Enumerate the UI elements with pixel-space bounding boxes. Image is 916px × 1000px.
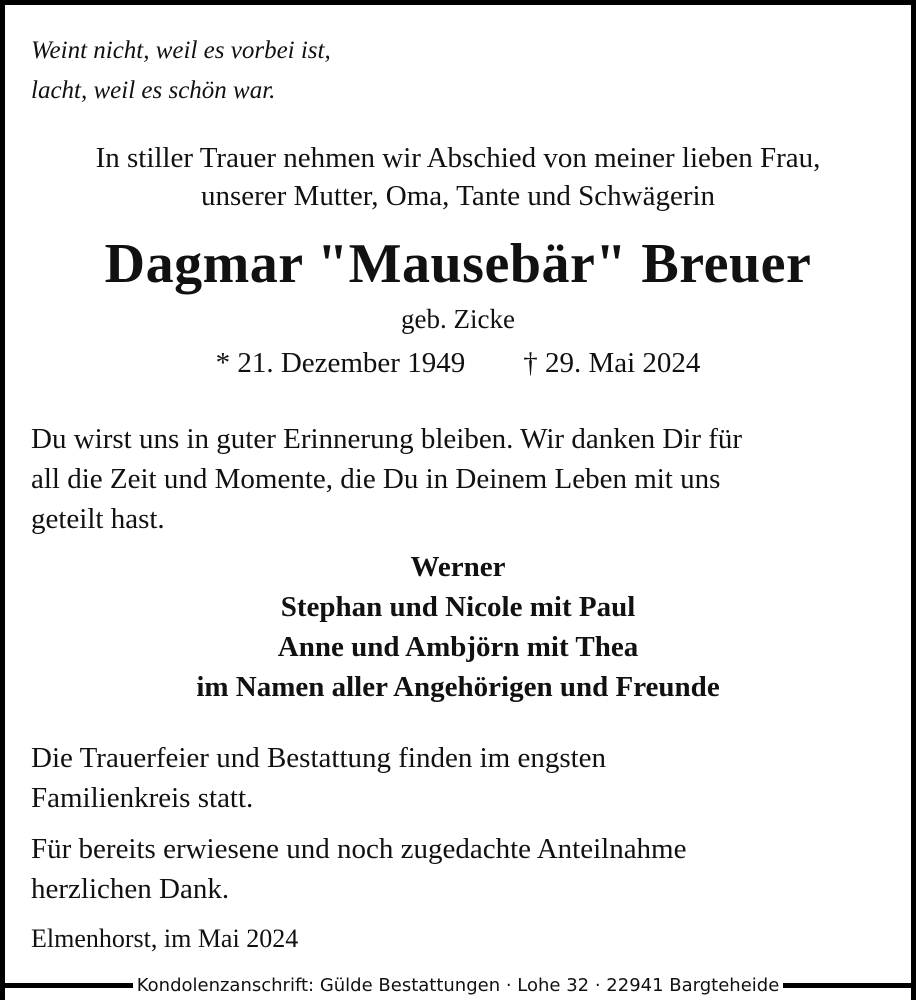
motto-line-2: lacht, weil es schön war. — [31, 77, 276, 104]
memory-line-2: all die Zeit und Momente, die Du in Deinem Leben mit uns — [31, 463, 721, 495]
intro-line-2: unserer Mutter, Oma, Tante und Schwägerin — [200, 180, 716, 212]
family-line: Anne und Ambjörn mit Thea — [277, 631, 639, 663]
intro-text — [5, 139, 911, 215]
memory-line-1: Du wirst uns in guter Erinnerung bleiben. Wir danken Dir für — [31, 423, 743, 455]
motto — [31, 31, 331, 111]
ceremony-line-2: Familienkreis statt. — [31, 782, 254, 814]
birth-name: geb. Zicke — [401, 304, 515, 334]
footer-rule-left — [0, 983, 133, 988]
family-line: Stephan und Nicole mit Paul — [280, 591, 636, 623]
family-line: im Namen aller Angehörigen und Freunde — [196, 671, 720, 703]
thanks-line-2: herzlichen Dank. — [31, 873, 230, 905]
thanks-notice — [31, 829, 901, 909]
thanks-line-1: Für bereits erwiesene und noch zugedachte Anteilnahme — [31, 833, 687, 865]
ceremony-notice — [31, 738, 901, 818]
intro-line-1: In stiller Trauer nehmen wir Abschied von meiner lieben Frau, — [95, 142, 821, 174]
family-line: Werner — [410, 551, 506, 583]
condolence-address: Kondolenzanschrift: Gülde Bestattungen · Lohe 32 · 22941 Bargteheide — [136, 974, 780, 996]
family-signatures — [5, 547, 911, 707]
birth-date: * 21. Dezember 1949 — [215, 347, 466, 379]
death-date: † 29. Mai 2024 — [523, 347, 701, 379]
place-date: Elmenhorst, im Mai 2024 — [31, 924, 299, 953]
life-dates — [5, 343, 911, 383]
ceremony-line-1: Die Trauerfeier und Bestattung finden im engsten — [31, 742, 607, 774]
footer-rule-right — [783, 983, 916, 988]
memory-text — [31, 419, 901, 539]
motto-line-1: Weint nicht, weil es vorbei ist, — [31, 37, 331, 64]
condolence-footer — [0, 970, 916, 1000]
deceased-name: Dagmar "Mausebär" Breuer — [104, 233, 812, 295]
memory-line-3: geteilt hast. — [31, 503, 165, 535]
